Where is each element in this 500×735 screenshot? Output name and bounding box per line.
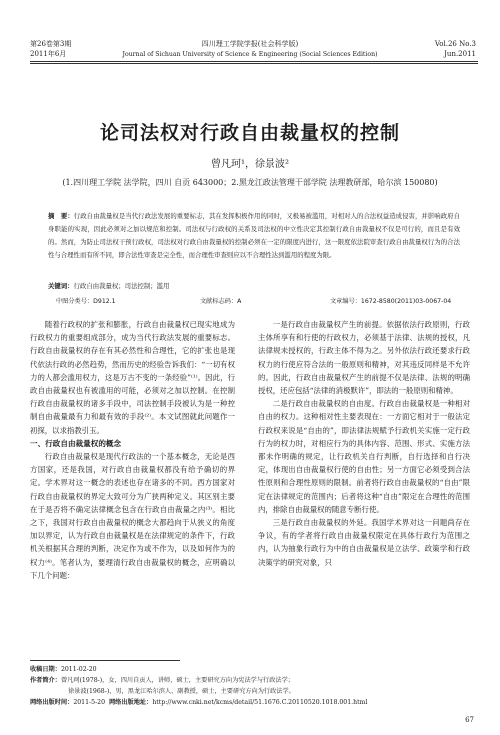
- authors: 曾凡珂¹，徐景波²: [210, 159, 290, 170]
- author-bio-2: 徐景波(1968-)，男，黑龙江哈尔滨人，副教授，硕士，主要研究方向为行政法学。: [68, 688, 295, 695]
- received-date: [30, 664, 470, 675]
- header-date-cn: 2011年6月: [30, 50, 67, 58]
- page-number: 67: [465, 716, 474, 724]
- article-title: 论司法权对行政自由裁量权的控制: [99, 122, 400, 144]
- keywords-label: 关键词：: [48, 282, 74, 290]
- online-label: 网络出版时间：: [30, 699, 74, 706]
- body-paragraph: 二是行政自由裁量权的自由度。行政自由裁量权是一种相对自由的权力。这种相对性主要表现在：一方面它相对于一般法定行政权来说是“自由的”，即法律法规赋予行政机关实施一定行政行为的权力时，对相应行为的具体内容、范围、形式、实施方法都未作明确的规定，让行政机关自行判断，自行选择和自行决定，体现出自由裁量权行使的自由性；另一方面它必须受到合法性原则和合理性原则的限制。前者将行政自由裁量权的“自由”限定在法律规定的范围内；后者将这种“自由”限定在合理性的范围内，排除自由裁量权的随意专断行使。: [258, 399, 470, 514]
- document-code: 文献标志码：A: [200, 298, 242, 305]
- header-rule: [30, 61, 478, 62]
- received-label: 收稿日期：: [30, 666, 61, 673]
- author-bio-label: 作者简介：: [30, 677, 61, 684]
- body-left-column: [30, 318, 235, 582]
- section-heading: 一、行政自由裁量权的概念: [30, 438, 122, 448]
- header-date-en: Jun.2011: [444, 50, 476, 58]
- footnotes: [30, 664, 470, 708]
- body-right-column: [258, 318, 470, 569]
- url-label: 网络出版地址：: [109, 699, 153, 706]
- received-value: 2011-02-20: [60, 666, 97, 673]
- article-number: 文章编号：1672-8580(2011)03-0067-04: [330, 298, 452, 305]
- online-info: [30, 697, 470, 708]
- header-rule-2: [30, 63, 478, 64]
- abstract-text: 行政自由裁量权是当代行政法发展的重要标志，其在发挥积极作用的同时，又极易被滥用，对相对人的合法权益造成侵害，并影响政府自身职能的实现，因此必须对之加以规范和控制。司法权与行政权的关系及司法权的中立性决定其控制行政自由裁量权不仅是可行的，而且是有效的。然而，为防止司法权干预行政权，司法权对行政自由裁量权的控制必须在一定的限度内进行，这一限度依法院审查行政自由裁量权行为的合法性与合理性而有所不同，即合法性审查是完全性，而合理性审查则应以不合理性达到滥用的程度为限。: [48, 212, 461, 259]
- abstract: [48, 210, 460, 262]
- clc-number: 中图分类号：D912.1: [56, 298, 116, 305]
- header-volume-en: Vol.26 No.3: [434, 40, 476, 48]
- keywords-text: 行政自由裁量权；司法控制；滥用: [73, 282, 170, 290]
- header-volume-cn: 第26卷第3期: [30, 40, 72, 48]
- affiliation: (1.四川理工学院 法学院，四川 自贡 643000；2.黑龙江政法管理干部学院 法理教研部，哈尔滨 150080): [62, 178, 438, 187]
- online-date: 2011-5-20: [73, 699, 106, 706]
- author-bio-1: 曾凡珂(1978-)，女，四川自贡人，讲师，硕士，主要研究方向为宪法学与行政法学；: [60, 677, 294, 684]
- footnote-rule: [30, 660, 180, 661]
- header-journal-cn: 四川理工学院学报(社会科学版): [201, 40, 299, 48]
- author-bio: [30, 675, 470, 686]
- keywords: [48, 282, 460, 291]
- abstract-label: 摘 要：: [48, 212, 74, 220]
- body-paragraph: 随着行政权的扩张和膨胀，行政自由裁量权已现实地成为行政权力的重要组成部分，成为当代行政法发展的重要标志。行政自由裁量权的存在有其必然性和合理性，它的扩张也是现代依法行政的必然趋势，然而历史的经验告诉我们：“一切有权力的人都会滥用权力，这是万古不变的一条经验”⁽¹⁾。因此，行政自由裁量权也有被滥用的可能，必须对之加以控制。在控制行政自由裁量权的诸多手段中，司法控制手段被认为是一种控制自由裁量最有力和最有效的手段⁽²⁾。本文试图就此问题作一初探，以求指教引玉。: [30, 320, 235, 435]
- online-url-link[interactable]: http://www.cnki.net/kcms/detail/51.1676.C.20110520.1018.001.html: [152, 699, 368, 706]
- header-journal-en: Journal of Sichuan University of Science & Engineering (Social Sciences Edition): [122, 51, 378, 58]
- body-paragraph: 行政自由裁量权是现代行政法的一个基本概念，无论是西方国家，还是我国，对行政自由裁量权都没有给予确切的界定。学术界对这一概念的表述也存在诸多的不同。西方国家对行政自由裁量权的界定大致可分为广狭两种定义。其区别主要在于是否将不确定法律概念包含在行政自由裁量之内⁽³⁾。相比之下，我国对行政自由裁量权的概念大都趋向于从狭义的角度加以界定，认为行政自由裁量权是在法律规定的条件下，行政机关根据其合理的判断，决定作为或不作为，以及如何作为的权力⁽⁴⁾。笔者认为，要理清行政自由裁量权的概念，应明确以下几个问题：: [30, 452, 235, 580]
- body-paragraph: 三是行政自由裁量权的外延。我国学术界对这一问题尚存在争议，有的学者将行政自由裁量权限定在具体行政行为范围之内，认为抽象行政行为中的自由裁量权是立法学、政策学和行政决策学的研究对象，只: [258, 518, 470, 567]
- body-paragraph: 一是行政自由裁量权产生的前提。依据依法行政原则，行政主体所享有和行使的行政权力，必须基于法律、法规的授权，凡法律规未授权的，行政主体不得为之。另外依法行政还要求行政权力的行使应符合法的一般原则和精神，对其违反同样是不允许的。因此，行政自由裁量权产生的前提不仅是法律、法规的明确授权，还应包括“法律的消极默许”，即法的一般原则和精神。: [258, 320, 470, 396]
